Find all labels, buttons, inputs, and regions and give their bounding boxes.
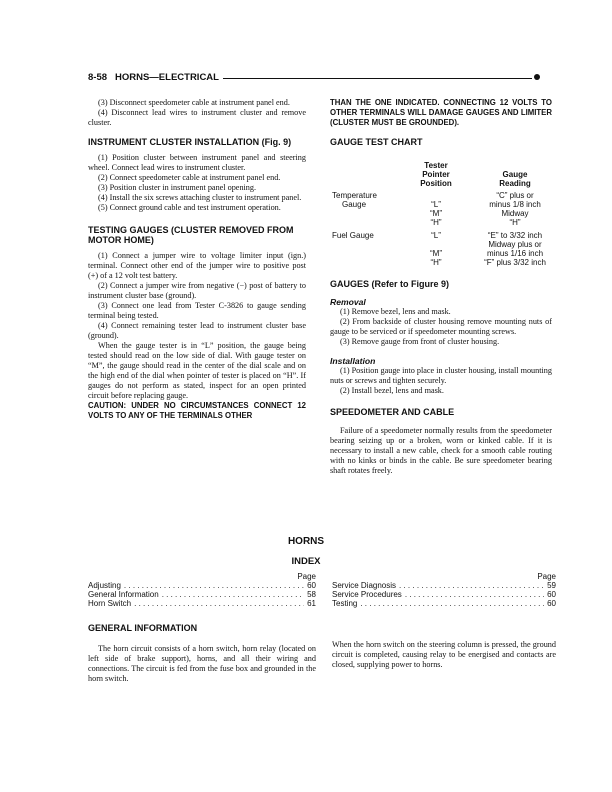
speedometer-heading: SPEEDOMETER AND CABLE <box>330 406 455 417</box>
general-info-paragraph: The horn circuit consists of a horn switch, horn relay (located on left side of brake support), horns, and all their wiring and connections. The circuit is fed from the fuse box and grounded in the horn switch. <box>88 643 316 683</box>
general-info-left <box>88 614 316 684</box>
testing-paragraph: When the gauge tester is in “L” position, the gauge being tested should read on the low side of dial. With gauge tester on “M”, the gauge should read in the center of the dial scale and on the high end of the dial when pointer of tester is placed on “H”. If gauges do not perform as stated, inspect for an open printed circuit before replacing gauge. <box>88 340 306 400</box>
chart-reading: minus 1/16 inch <box>486 249 544 258</box>
index-entry[interactable]: Service Procedures . . . 60 <box>332 590 556 599</box>
general-info-right <box>332 640 556 670</box>
chart-position: “M” <box>430 209 442 218</box>
horns-title: HORNS <box>287 536 325 547</box>
installation-step: (3) Position cluster in instrument panel opening. <box>98 182 257 192</box>
index-right <box>332 572 556 608</box>
gauge-install-step: (1) Position gauge into place in cluster housing, install mounting nuts or screws and tighten securely. <box>330 365 552 385</box>
gauge-install-step: (2) Install bezel, lens and mask. <box>340 385 444 395</box>
chart-header-position: Tester Pointer Position <box>420 161 452 188</box>
installation-step: (1) Position cluster between instrument panel and steering wheel. Connect lead wires to instrument cluster. <box>88 152 306 172</box>
testing-step: (4) Connect remaining tester lead to instrument cluster base (ground). <box>88 320 306 340</box>
index-page-label: Page <box>537 572 556 581</box>
chart-position: “M” <box>430 249 442 258</box>
gauge-removal-step: (3) Remove gauge from front of cluster housing. <box>340 336 500 346</box>
installation-step: (5) Connect ground cable and test instrument operation. <box>98 202 281 212</box>
removal-subheading: Removal <box>330 296 366 307</box>
page-header <box>88 72 540 86</box>
chart-position: “H” <box>430 258 442 267</box>
caution-text: CAUTION: UNDER NO CIRCUMSTANCES CONNECT 12 VOLTS TO ANY OF THE TERMINALS OTHER <box>88 400 306 420</box>
speedometer-paragraph: Failure of a speedometer normally results from the speedometer bearing seizing up or a broken, worn or kinked cable. If it is necessary to install a new cable, check for a smooth cable routing with no kinks or binds in the cable. Be sure speedometer bearing shaft rotates freely. <box>330 426 552 475</box>
testing-step: (3) Connect one lead from Tester C-3826 to gauge sending terminal being tested. <box>88 300 306 320</box>
testing-step: (2) Connect a jumper wire from negative (−) post of battery to instrument cluster base (ground). <box>88 280 306 300</box>
chart-reading: “H” <box>509 218 521 227</box>
testing-heading: TESTING GAUGES (CLUSTER REMOVED FROM MOTOR HOME) <box>88 224 294 245</box>
chart-heading: GAUGE TEST CHART <box>330 137 423 147</box>
right-column-lower <box>330 270 552 476</box>
index-entry[interactable]: Service Diagnosis . . . 59 <box>332 581 556 590</box>
chart-reading: “E” to 3/32 inch Midway plus or <box>487 231 543 249</box>
header-rule <box>223 78 532 79</box>
index-entry[interactable]: Adjusting . . . 60 <box>88 581 316 590</box>
index-title: INDEX <box>291 556 321 567</box>
chart-reading: Midway <box>501 209 529 218</box>
index-left <box>88 572 316 608</box>
chart-position: “L” <box>431 200 441 209</box>
chart-reading: “C” plus or minus 1/8 inch <box>489 191 541 209</box>
right-column <box>330 98 552 153</box>
installation-step: (4) Install the six screws attaching cluster to instrument panel. <box>98 192 302 202</box>
removal-step: (3) Disconnect speedometer cable at instrument panel end. <box>98 98 290 107</box>
chart-group-label: Fuel Gauge <box>332 231 374 240</box>
removal-step: (4) Disconnect lead wires to instrument cluster and remove cluster. <box>88 108 306 127</box>
chart-position: “L” <box>431 231 441 240</box>
caution-continued: THAN THE ONE INDICATED. CONNECTING 12 VOLTS TO OTHER TERMINALS WILL DAMAGE GAUGES AND LIMITER (CLUSTER MUST BE GROUNDED). <box>330 98 552 127</box>
index-page-label: Page <box>297 572 316 581</box>
left-column <box>88 98 306 421</box>
installation-subheading: Installation <box>330 355 376 366</box>
index-entry[interactable]: General Information . . . 58 <box>88 590 316 599</box>
chart-group-label: Temperature Gauge <box>332 191 377 209</box>
chart-position: “H” <box>430 218 442 227</box>
page-number: 8-58 <box>88 72 108 83</box>
index-entry[interactable]: Horn Switch . . . 61 <box>88 599 316 608</box>
index-entry[interactable]: Testing . . . 60 <box>332 599 556 608</box>
header-bullet-icon <box>534 74 540 80</box>
chart-reading: “F” plus 3/32 inch <box>484 258 546 267</box>
gauge-removal-step: (2) From backside of cluster housing remove mounting nuts of gauge to be serviced or if speedometer mounting screws. <box>330 316 552 336</box>
installation-heading: INSTRUMENT CLUSTER INSTALLATION (Fig. 9) <box>88 137 292 147</box>
general-info-paragraph: When the horn switch on the steering column is pressed, the ground circuit is completed, causing relay to be energised and contacts are closed, supplying power to horns. <box>332 640 556 669</box>
chart-header-reading: Gauge Reading <box>499 170 531 188</box>
section-title: HORNS—ELECTRICAL <box>115 72 219 83</box>
general-info-heading: GENERAL INFORMATION <box>88 623 198 633</box>
gauge-removal-step: (1) Remove bezel, lens and mask. <box>340 306 451 316</box>
gauges-heading: GAUGES (Refer to Figure 9) <box>330 279 450 289</box>
installation-step: (2) Connect speedometer cable at instrument panel end. <box>98 172 281 182</box>
testing-step: (1) Connect a jumper wire to voltage limiter input (ign.) terminal. Connect other end of the jumper wire to positive post (+) of a 12 volt test battery. <box>88 250 306 280</box>
